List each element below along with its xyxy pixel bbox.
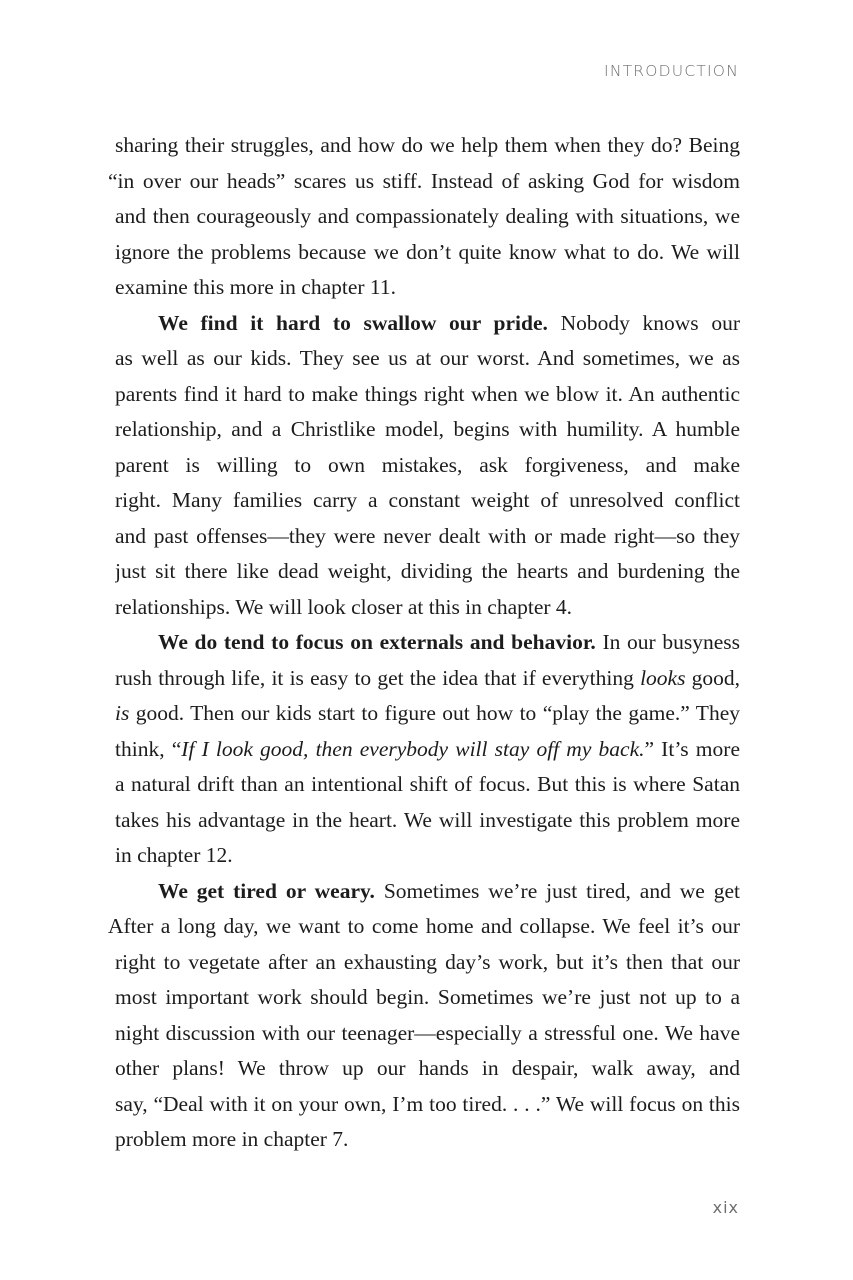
text-line: relationship, and a Christlike model, begins with humility. A humble xyxy=(115,417,740,441)
text-line: say, “Deal with it on your own, I’m too tired. . . .” We will focus on this xyxy=(115,1091,740,1116)
text-line: a natural drift than an intentional shift of focus. But this is where Satan xyxy=(115,772,740,796)
running-head: INTRODUCTION xyxy=(604,62,739,80)
text-line: “in over our heads” scares us stiff. Instead of asking God for wisdom xyxy=(108,168,740,193)
text-line: After a long day, we want to come home and collapse. We feel it’s our xyxy=(108,914,740,938)
italic-span: If I look good, then everybody will stay off my back. xyxy=(181,736,645,761)
paragraph-pride xyxy=(115,306,740,626)
text-line: right to vegetate after an exhausting day’s work, but it’s then that our xyxy=(115,949,740,974)
text-span: ” It’s more xyxy=(644,736,740,761)
text-line xyxy=(115,732,740,768)
paragraph-lead: We get tired or weary. xyxy=(158,878,375,903)
italic-span: is xyxy=(115,701,130,725)
text-line: just sit there like dead weight, dividing the hearts and burdening the xyxy=(115,559,740,583)
text-line xyxy=(115,306,740,342)
text-line: right. Many families carry a constant weight of unresolved conflict xyxy=(115,488,740,512)
text-line: parents find it hard to make things right when we blow it. An authentic xyxy=(115,381,740,406)
text-line xyxy=(115,696,740,732)
text-line: parent is willing to own mistakes, ask forgiveness, and make xyxy=(115,452,740,477)
text-line: in chapter 12. xyxy=(115,843,233,867)
text-line: most important work should begin. Sometimes we’re just not up to a xyxy=(115,985,740,1009)
paragraph-continuation xyxy=(108,128,740,306)
text-line: relationships. We will look closer at this in chapter 4. xyxy=(115,594,573,619)
text-line: problem more in chapter 7. xyxy=(115,1127,349,1151)
paragraph-tired xyxy=(108,874,740,1158)
text-line: sharing their struggles, and how do we help them when they do? Being xyxy=(115,133,740,157)
paragraph-externals xyxy=(115,625,740,874)
text-span: good. Then our kids start to figure out how to “play the game.” They xyxy=(129,701,740,725)
text-span: good, xyxy=(691,665,740,690)
text-line: ignore the problems because we don’t quite know what to do. We will xyxy=(115,239,740,264)
text-line: as well as our kids. They see us at our worst. And sometimes, we as xyxy=(115,346,740,370)
text-line xyxy=(115,661,740,697)
page-number: xix xyxy=(712,1198,739,1217)
text-line: night discussion with our teenager—especially a stressful one. We have xyxy=(115,1020,740,1045)
text-line: examine this more in chapter 11. xyxy=(115,275,397,299)
text-span: Nobody knows our xyxy=(560,310,740,335)
text-span: rush through life, it is easy to get the idea that if everything xyxy=(115,665,641,690)
text-line: other plans! We throw up our hands in despair, walk away, and xyxy=(115,1056,740,1080)
text-line: and then courageously and compassionately dealing with situations, we xyxy=(115,204,740,228)
text-span: In our busyness xyxy=(602,630,740,654)
text-span: think, “ xyxy=(115,736,182,761)
italic-span: looks xyxy=(640,665,686,690)
text-line xyxy=(115,625,740,661)
paragraph-lead: We do tend to focus on externals and behavior. xyxy=(158,630,596,654)
text-line: and past offenses—they were never dealt with or made right—so they xyxy=(115,523,740,548)
paragraph-lead: We find it hard to swallow our pride. xyxy=(158,310,548,335)
text-line xyxy=(115,874,740,910)
text-line: takes his advantage in the heart. We will investigate this problem more xyxy=(115,807,740,832)
text-span: Sometimes we’re just tired, and we get xyxy=(383,878,740,903)
body-text xyxy=(108,128,740,1158)
